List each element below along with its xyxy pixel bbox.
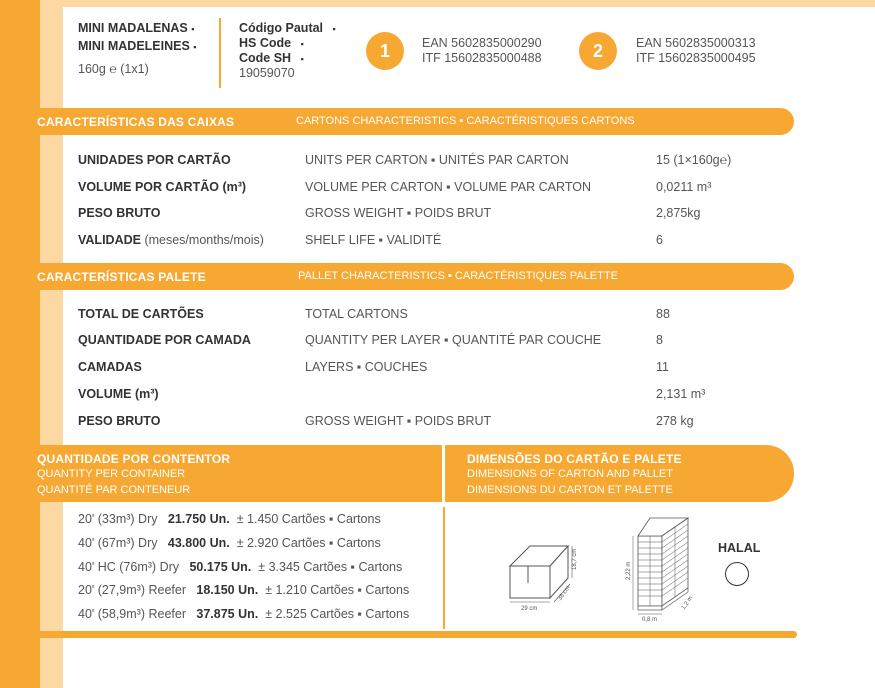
dimensions-sub2: DIMENSIONS DU CARTON ET PALETTE: [467, 484, 673, 496]
pallet-subtitle: PALLET CHARACTERISTICS ▪ CARACTÉRISTIQUES PALETTE: [298, 270, 618, 282]
bottom-bar: [40, 631, 797, 638]
itf-2: ITF 15602835000495: [636, 51, 756, 65]
hs-code-label: HS Code ▪: [239, 36, 304, 50]
carton-row-label: UNIDADES POR CARTÃO: [78, 153, 231, 167]
container-row: 20' (33m³) Dry 21.750 Un. ± 1.450 Cartões ▪ Cartons: [78, 512, 381, 526]
halal-label: HALAL: [718, 541, 761, 555]
pallet-row-label: QUANTIDADE POR CAMADA: [78, 333, 251, 347]
pallet-row-value: 8: [656, 333, 663, 347]
container-sub2: QUANTITÉ PAR CONTENEUR: [37, 484, 191, 496]
pallet-row-value: 278 kg: [656, 414, 694, 428]
cartons-section-header: [0, 108, 794, 135]
pallet-depth-label: 1,2 m: [680, 595, 695, 612]
container-title: QUANTIDADE POR CONTENTOR: [37, 452, 231, 466]
carton-row-label: VALIDADE (meses/months/mois): [78, 233, 264, 247]
container-row: 20' (27,9m³) Reefer 18.150 Un. ± 1.210 Cartões ▪ Cartons: [78, 583, 410, 597]
pallet-height-label: 2,22 m: [626, 561, 632, 580]
badge-1: 1: [366, 32, 404, 70]
top-strip: [63, 0, 875, 7]
cartons-subtitle: CARTONS CHARACTERISTICS ▪ CARACTÉRISTIQUES CARTONS: [296, 115, 635, 127]
badge-2: 2: [579, 32, 617, 70]
carton-row-mid: SHELF LIFE ▪ VALIDITÉ: [305, 233, 442, 247]
pallet-row-value: 88: [656, 307, 670, 321]
dimensions-sub1: DIMENSIONS OF CARTON AND PALLET: [467, 468, 673, 480]
product-name-en: MINI MADELEINES ▪: [78, 39, 197, 53]
pallet-section-header: [0, 263, 794, 290]
carton-row-label: VOLUME POR CARTÃO (m³): [78, 180, 247, 194]
header-split: [442, 445, 445, 502]
carton-row-label: PESO BRUTO: [78, 206, 161, 220]
itf-1: ITF 15602835000488: [422, 51, 542, 65]
pallet-row-mid: QUANTITY PER LAYER ▪ QUANTITÉ PAR COUCHE: [305, 333, 602, 347]
halal-checkbox[interactable]: [725, 562, 749, 586]
container-row: 40' (58,9m³) Reefer 37.875 Un. ± 2.525 Cartões ▪ Cartons: [78, 607, 410, 621]
product-name-pt: MINI MADALENAS ▪: [78, 21, 195, 35]
carton-diagram: [500, 538, 590, 613]
pallet-row-mid: GROSS WEIGHT ▪ POIDS BRUT: [305, 414, 492, 428]
carton-width-label: 29 cm: [521, 606, 538, 612]
container-sub1: QUANTITY PER CONTAINER: [37, 468, 186, 480]
carton-height-label: 18,7 cm: [572, 548, 578, 570]
section-divider: [443, 507, 445, 629]
carton-front-face: [510, 566, 550, 598]
side-strip: [0, 0, 40, 688]
container-row: 40' (67m³) Dry 43.800 Un. ± 2.920 Cartões ▪ Cartons: [78, 536, 381, 550]
carton-row-value: 6: [656, 233, 663, 247]
header-divider: [219, 18, 221, 88]
pallet-row-label: TOTAL DE CARTÕES: [78, 307, 204, 321]
dimensions-title: DIMENSÕES DO CARTÃO E PALETE: [467, 452, 682, 466]
ean-2: EAN 5602835000313: [636, 36, 756, 50]
carton-row-value: 0,0211 m³: [656, 180, 712, 194]
pallet-diagram: [620, 514, 700, 624]
pallet-title: CARACTERÍSTICAS PALETE: [37, 270, 206, 284]
product-weight: 160g ℮ (1x1): [78, 62, 149, 76]
pallet-row-mid: LAYERS ▪ COUCHES: [305, 360, 428, 374]
codigo-pautal-label: Código Pautal ▪: [239, 21, 336, 35]
container-row: 40' HC (76m³) Dry 50.175 Un. ± 3.345 Cartões ▪ Cartons: [78, 560, 403, 574]
carton-row-mid: GROSS WEIGHT ▪ POIDS BRUT: [305, 206, 492, 220]
pallet-row-mid: TOTAL CARTONS: [305, 307, 408, 321]
carton-depth-label: 38 cm: [557, 585, 572, 602]
carton-row-mid: UNITS PER CARTON ▪ UNITÉS PAR CARTON: [305, 153, 569, 167]
carton-row-value: 2,875kg: [656, 206, 701, 220]
pallet-row-label: CAMADAS: [78, 360, 142, 374]
carton-row-mid: VOLUME PER CARTON ▪ VOLUME PAR CARTON: [305, 180, 591, 194]
ean-1: EAN 5602835000290: [422, 36, 542, 50]
pallet-row-label: PESO BRUTO: [78, 414, 161, 428]
side-strip-light: [40, 0, 63, 688]
pallet-row-label: VOLUME (m³): [78, 387, 159, 401]
pallet-row-value: 2,131 m³: [656, 387, 706, 401]
pallet-row-value: 11: [656, 360, 669, 374]
carton-row-value: 15 (1×160g℮): [656, 153, 732, 167]
cartons-title: CARACTERÍSTICAS DAS CAIXAS: [37, 115, 235, 129]
container-section-header: [0, 445, 794, 502]
code-value: 19059070: [239, 66, 295, 80]
code-sh-label: Code SH ▪: [239, 51, 304, 65]
pallet-width-label: 0,8 m: [642, 617, 658, 623]
